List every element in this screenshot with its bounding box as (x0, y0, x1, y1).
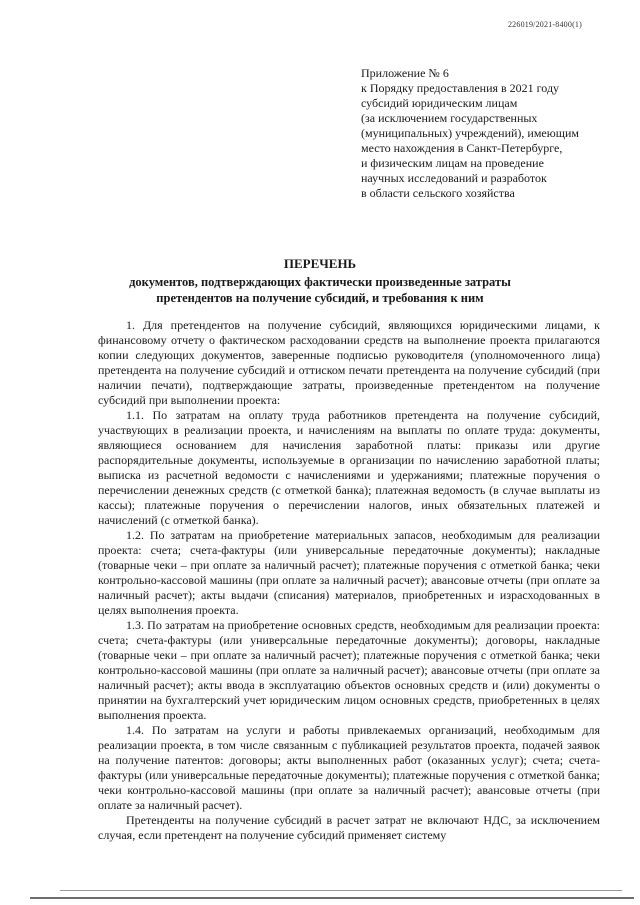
scan-line (30, 897, 634, 899)
appendix-block (361, 66, 611, 201)
appendix-line: субсидий юридическим лицам (361, 96, 518, 110)
appendix-line: (муниципальных) учреждений), имеющим (361, 126, 579, 140)
paragraph-1-3: 1.3. По затратам на приобретение основных средств, необходимым для реализации проекта: счета; счета-фактуры (или универсальные передаточные документы); договоры, накладные (товарные чеки – при оплате за наличный расчет); платежные поручения с отметкой банка; чеки контрольно-кассовой машины (при оплате за наличный расчет); авансовые отчеты (при оплате за наличный расчет); акты ввода в эксплуатацию объектов основных средств и (или) документы о принятии на бухгалтерский учет юридическим лицом основных средств, приобретенных в целях выполнения проекта. (98, 618, 600, 722)
document-subtitle-line-2: претендентов на получение субсидий, и требования к ним (156, 291, 484, 305)
appendix-line: к Порядку предоставления в 2021 году (361, 81, 560, 95)
document-body (98, 318, 600, 843)
appendix-line: место нахождения в Санкт-Петербурге, (361, 141, 563, 155)
scan-line (60, 890, 622, 891)
appendix-line: Приложение № 6 (361, 66, 449, 80)
document-subtitle-line-1: документов, подтверждающих фактически произведенные затраты (129, 275, 511, 289)
appendix-line: и физическим лицам на проведение (361, 156, 544, 170)
paragraph-1-1: 1.1. По затратам на оплату труда работников претендента на получение субсидий, участвующих в реализации проекта, и начислениям на выплаты по оплате труда: документы, являющиеся основанием для начисления заработной платы: приказы или другие распорядительные документы, используемые в организации по начислению заработной платы; выписка из расчетной ведомости с начислениями и удержаниями; платежные поручения о перечислении денежных средств (с отметкой банка); платежная ведомость (в случае выплаты из кассы); платежные поручения о перечислении налогов, иных обязательных платежей и начислений (с отметкой банка). (98, 408, 600, 527)
appendix-line: научных исследований и разработок (361, 171, 547, 185)
document-title: ПЕРЕЧЕНЬ (283, 256, 357, 271)
appendix-line: в области сельского хозяйства (361, 186, 515, 200)
paragraph-1-2: 1.2. По затратам на приобретение материальных запасов, необходимым для реализации проекта: счета; счета-фактуры (или универсальные передаточные документы); накладные (товарные чеки – при оплате за наличный расчет); платежные поручения с отметкой банка; чеки контрольно-кассовой машины (при оплате за наличный расчет); авансовые отчеты (при оплате за наличный расчет); акты выдачи (списания) материалов, приобретенных и израсходованных в целях выполнения проекта. (98, 528, 600, 617)
paragraph-1-4: 1.4. По затратам на услуги и работы привлекаемых организаций, необходимым для реализации проекта, в том числе связанным с публикацией результатов проекта, подачей заявок на получение патентов: договоры; акты выполненных работ (оказанных услуг); счета; счета-фактуры (или универсальные передаточные документы); платежные поручения с отметкой банка; чеки контрольно-кассовой машины (при оплате за наличный расчет); авансовые отчеты (при оплате за наличный расчет). (98, 723, 600, 812)
paragraph-1: 1. Для претендентов на получение субсидий, являющихся юридическими лицами, к финансовому отчету о фактическом расходовании средств на выполнение проекта прилагаются копии следующих документов, заверенные подписью руководителя (уполномоченного лица) претендента на получение субсидий и оттиском печати претендента на получение субсидий (при наличии печати), подтверждающие затраты, произведенные претендентом на получение субсидий при выполнении проекта: (98, 318, 600, 407)
scan-edge-lines (0, 884, 640, 905)
appendix-line: (за исключением государственных (361, 111, 538, 125)
document-registration-number: 226019/2021-8400(1) (507, 20, 582, 29)
document-heading (60, 256, 580, 306)
paragraph-vat: Претенденты на получение субсидий в расчет затрат не включают НДС, за исключением случая, если претендент на получение субсидий применяет систему (98, 813, 600, 842)
